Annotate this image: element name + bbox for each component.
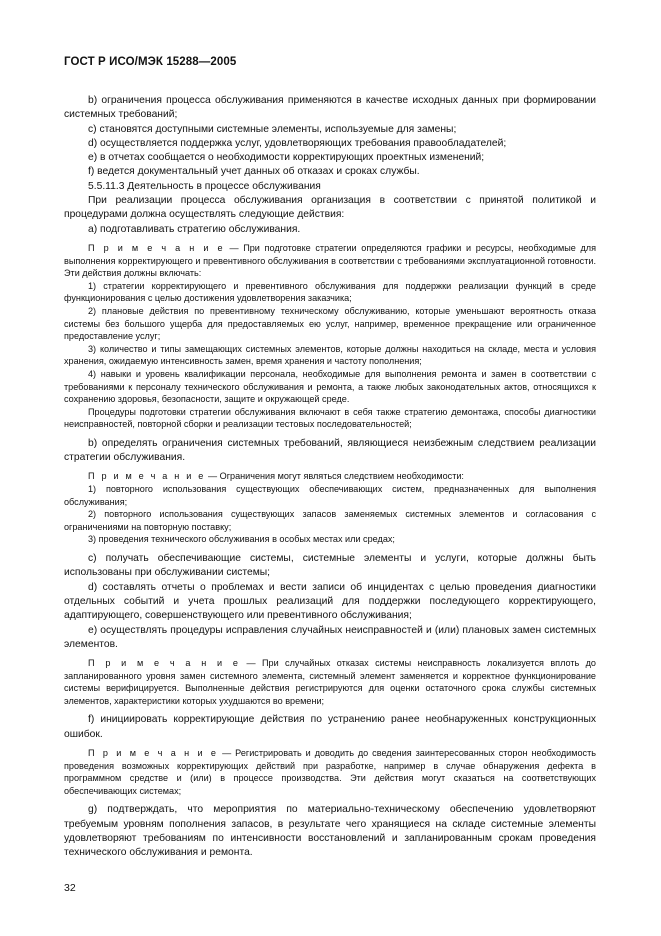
note-item: 1) стратегии корректирующего и превентивного обслуживания для поддержки реализации функций в среде функционирования с целью достижения удовлетворения заказчика; xyxy=(64,280,596,304)
list-item: d) осуществляется поддержка услуг, удовлетворяющих требования правообладателей; xyxy=(88,137,507,149)
list-item: а) подготавливать стратегию обслуживания. xyxy=(88,223,301,235)
item-g-block xyxy=(64,803,596,860)
note-label: П р и м е ч а н и е xyxy=(88,748,219,759)
note-item: 1) повторного использования существующих обеспечивающих систем, предназначенных для выполнения обслуживания; xyxy=(64,484,596,507)
note-item: 2) повторного использования существующих запасов заменяемых системных элементов и согласования с ограничениями на повторную поставку; xyxy=(64,509,596,532)
note-text: — Ограничения могут являться следствием необходимости: xyxy=(205,471,464,482)
note-label: П р и м е ч а н и е xyxy=(88,471,206,482)
list-item: b) ограничения процесса обслуживания применяются в качестве исходных данных при формировании системных требований; xyxy=(64,95,596,121)
note-item: 2) плановые действия по превентивному техническому обслуживанию, которые уменьшают вероятность отказа системы без большого ущерба для предоставляемых ею услуг, например, временное прекращение или ограниченное предоставление услуг; xyxy=(64,305,596,342)
note-item: 3) проведения технического обслуживания в особых местах или средах; xyxy=(88,534,395,545)
top-items xyxy=(64,94,596,237)
list-item: e) осуществлять процедуры исправления случайных неисправностей и (или) плановых замен системных элементов. xyxy=(64,624,596,650)
item-f-block xyxy=(64,713,596,742)
document-header: ГОСТ Р ИСО/МЭК 15288—2005 xyxy=(64,56,237,68)
note-label: П р и м е ч а н и е xyxy=(88,242,225,253)
list-item: b) определять ограничения системных требований, являющиеся неизбежным следствием реализации стратегии обслуживания. xyxy=(64,437,596,464)
paragraph: При реализации процесса обслуживания организация в соответствии с принятой политикой и процедурами должна осуществлять следующие действия: xyxy=(64,195,596,221)
note-block xyxy=(64,242,596,431)
list-item: g) подтверждать, что мероприятия по материально-техническому обеспечению удовлетворяют требуемым уровням пополнения запасов, в результате чего хранящиеся на складе системные элементы удовлетворяют требованиям по интенсивности восстановлений и запланированным срокам проведения технического обслуживания и ремонта. xyxy=(64,804,596,859)
list-item: c) становятся доступными системные элементы, используемые для замены; xyxy=(88,123,457,135)
document-page xyxy=(64,56,596,861)
item-b-block xyxy=(64,437,596,466)
note-text: — При подготовке стратегии определяются графики и ресурсы, необходимые для выполнения корректирующего и превентивного обслуживания в соответствии с требованиями эксплуатационной готовности. Эти действия должны включать: xyxy=(64,242,596,279)
note-label: П р и м е ч а н и е xyxy=(88,658,241,669)
list-item: e) в отчетах сообщается о необходимости корректирующих проектных изменений; xyxy=(88,152,485,164)
page-number: 32 xyxy=(64,882,76,894)
list-item: f) ведется документальный учет данных об отказах и сроках службы. xyxy=(88,166,420,178)
list-item: f) инициировать корректирующие действия по устранению ранее необнаруженных конструкционных ошибок. xyxy=(64,714,596,740)
section-heading: 5.5.11.3 Деятельность в процессе обслуживания xyxy=(88,180,321,192)
note-item: Процедуры подготовки стратегии обслуживания включают в себя также стратегию демонтажа, способы диагностики неисправностей, повторной сборки и реализации тестовых последовательностей; xyxy=(64,406,596,430)
list-item: d) составлять отчеты о проблемах и вести записи об инцидентах с целью проведения диагностики отдельных событий и учета прошлых реализаций для поддержки последующего корректирующего, адаптирующего, совершенствующего или превентивного обслуживания; xyxy=(64,581,596,622)
list-item: c) получать обеспечивающие системы, системные элементы и услуги, которые должны быть использованы при обслуживании системы; xyxy=(64,553,596,579)
note-text: — Регистрировать и доводить до сведения заинтересованных сторон необходимость проведения возможных корректирующих действий при разработке, например в случае обнаружения дефекта в программном средстве и (или) в процессе производства. Эти действия могут сказаться на соответствующих обеспечивающих системах; xyxy=(64,748,596,796)
note-block xyxy=(64,470,596,546)
items-cde-block xyxy=(64,552,596,652)
note-item: 3) количество и типы замещающих системных элементов, которые должны находиться на складе, места и условия хранения, ожидаемую интенсивность замен, время хранения и частоту пополнения; xyxy=(64,343,596,367)
note-text: — При случайных отказах системы неисправность локализуется вплоть до запланированного уровня замен системного элемента, системный элемент заменяется и корректное функционирование системы верифицируется. Выполненные действия регистрируются для оценки остаточного срока службы системных элементов, характеристики которых ухудшаются во времени; xyxy=(64,658,596,706)
note-block xyxy=(64,657,596,707)
note-item: 4) навыки и уровень квалификации персонала, необходимые для выполнения ремонта и замен в соответствии с требованиями к персоналу технического обслуживания и ремонта, а также любых законодательных актов, относящихся к сохранению здоровья, безопасности, защите и окружающей среде. xyxy=(64,368,596,405)
note-block xyxy=(64,747,596,797)
